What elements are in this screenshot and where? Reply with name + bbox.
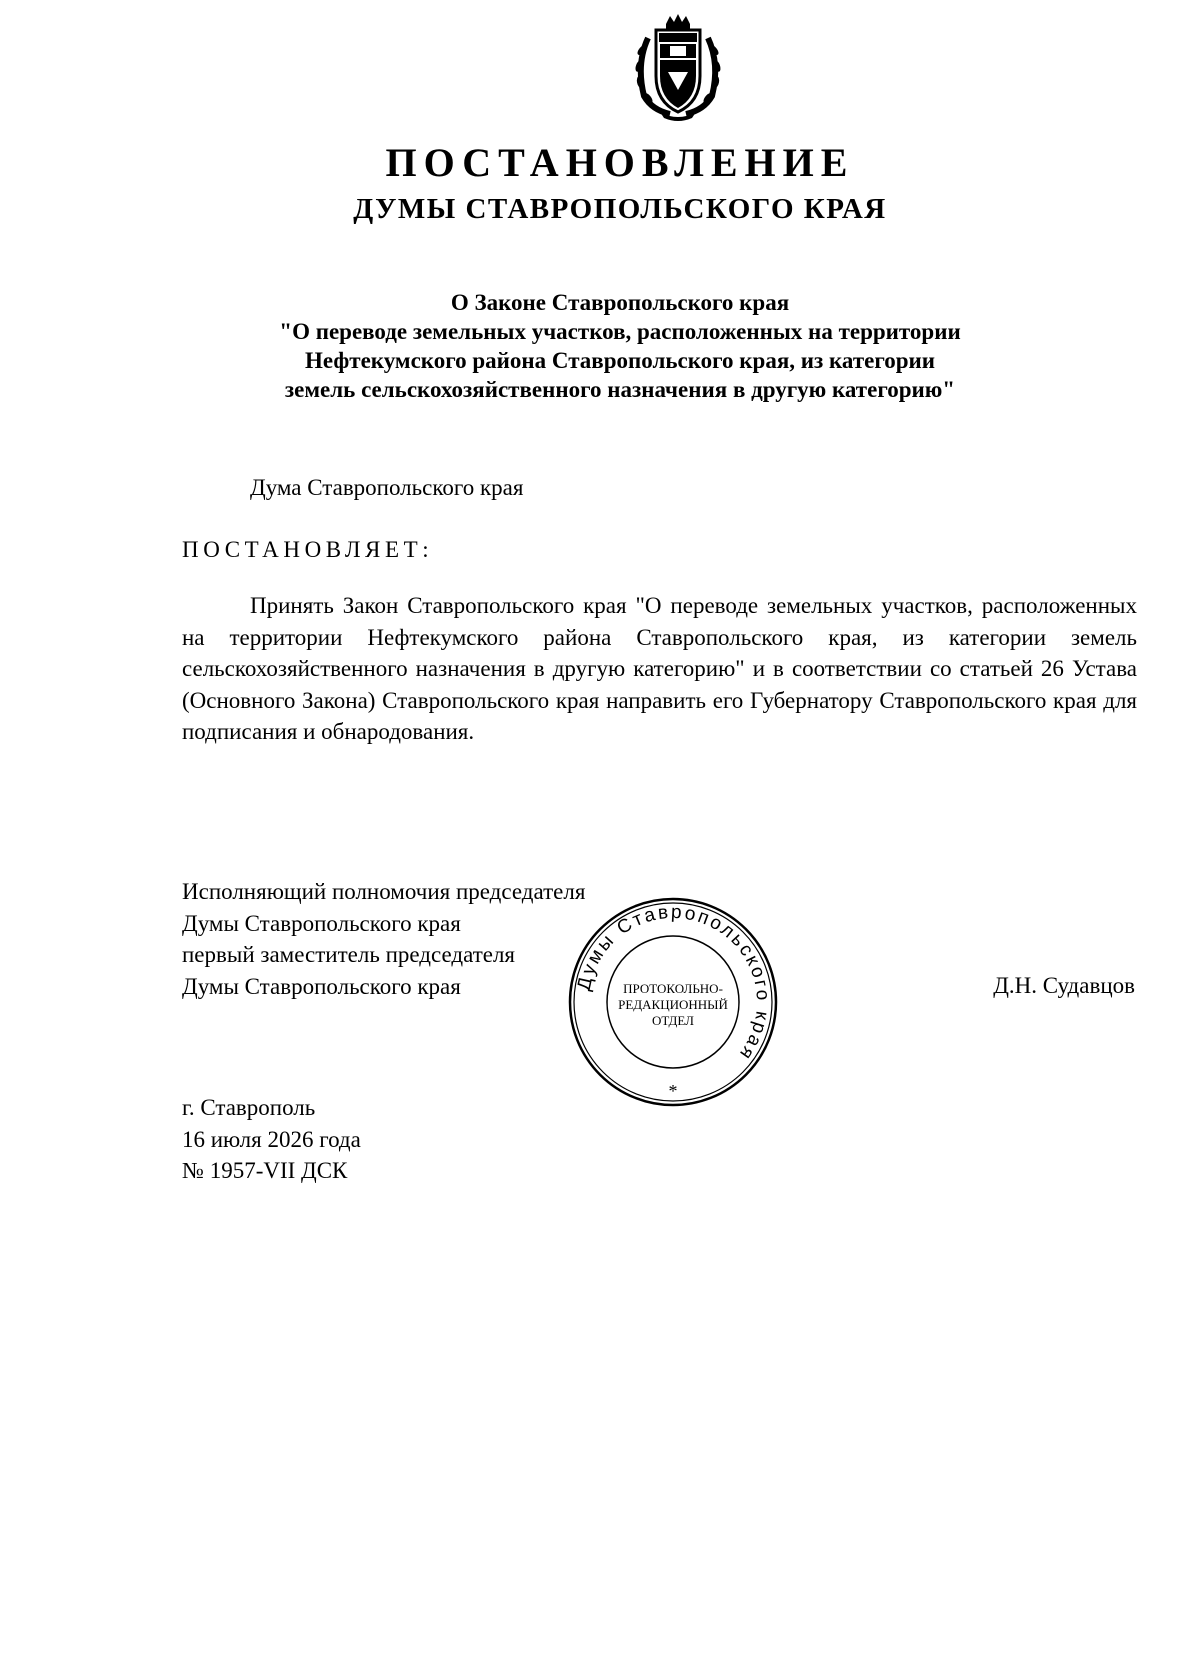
subject-line: "О переводе земельных участков, расположенных на территории — [279, 319, 961, 344]
signatory-line: Думы Ставропольского края — [182, 973, 461, 999]
signatory-line: Думы Ставропольского края — [182, 910, 461, 936]
subject-line: О Законе Ставропольского края — [450, 290, 790, 315]
stamp-center-line: ОТДЕЛ — [652, 1013, 694, 1028]
signatory-line: Исполняющий полномочия председателя — [182, 879, 586, 904]
stamp-star: * — [668, 1081, 678, 1101]
document-number: № 1957-VII ДСК — [182, 1158, 348, 1183]
stamp-center-line: РЕДАКЦИОННЫЙ — [618, 997, 728, 1012]
signatory-line: первый заместитель председателя — [182, 942, 516, 967]
issuer-heading: ДУМЫ СТАВРОПОЛЬСКОГО КРАЯ — [353, 193, 887, 225]
document-type-heading: ПОСТАНОВЛЕНИЕ — [385, 140, 855, 185]
resolves-heading: ПОСТАНОВЛЯЕТ: — [182, 537, 434, 562]
document-footer — [182, 1092, 361, 1187]
coat-of-arms-icon — [630, 14, 726, 124]
stamp-ring-text: Думы Ставропольского края — [573, 901, 774, 1065]
subject-line: земель сельскохозяйственного назначения в другую категорию" — [284, 377, 956, 402]
subject-line: Нефтекумского района Ставропольского края, из категории — [304, 348, 936, 373]
official-stamp — [566, 895, 780, 1109]
issuing-body-line: Дума Ставропольского края — [250, 475, 524, 500]
signer-name: Д.Н. Судавцов — [993, 973, 1135, 998]
issue-date: 16 июля 2026 года — [182, 1126, 361, 1152]
document-subject — [0, 288, 1200, 404]
signatory-position — [182, 876, 585, 1002]
stamp-center-line: ПРОТОКОЛЬНО- — [623, 981, 723, 996]
resolution-paragraph: Принять Закон Ставропольского края "О переводе земельных участков, расположенных на территории Нефтекумского района Ставропольского края, из категории земель сельскохозяйственного назначения в другую категорию" и в соответствии со статьей 26 Устава (Основного Закона) Ставропольского края направить его Губернатору Ставропольского края для подписания и обнародования. — [182, 593, 1137, 744]
issue-place: г. Ставрополь — [182, 1095, 316, 1120]
